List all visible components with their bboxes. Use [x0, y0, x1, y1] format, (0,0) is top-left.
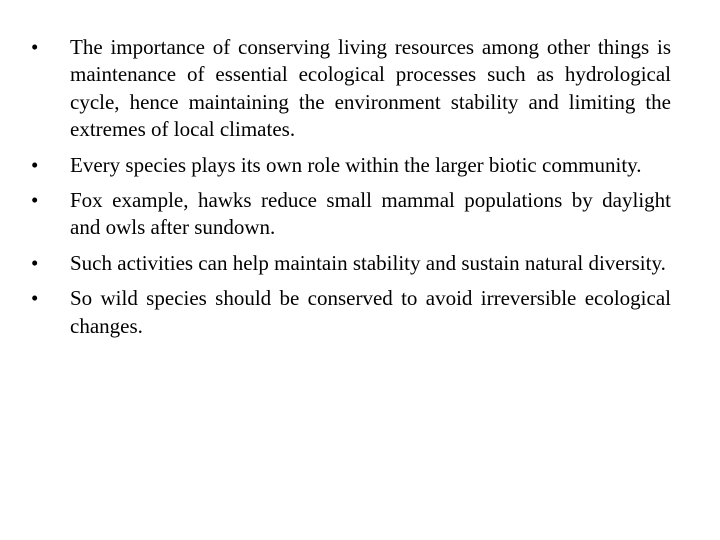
bullet-list [31, 34, 671, 348]
bullet-text: The importance of conserving living resources among other things is maintenance of essential ecological processes such as hydrological cycle, hence maintaining the environment stability and limiting the extremes of local climates. [70, 35, 671, 142]
bullet-icon: • [31, 152, 39, 177]
bullet-text: Every species plays its own role within the larger biotic community. [70, 152, 642, 177]
bullet-item [31, 285, 671, 340]
bullet-text: So wild species should be conserved to avoid irreversible ecological changes. [70, 286, 671, 338]
bullet-item [31, 187, 671, 242]
bullet-icon: • [31, 286, 39, 311]
bullet-icon: • [31, 35, 39, 59]
bullet-item [31, 152, 671, 179]
bullet-text: Such activities can help maintain stability and sustain natural diversity. [70, 250, 666, 275]
bullet-item [31, 34, 671, 144]
bullet-item [31, 250, 671, 277]
bullet-icon: • [31, 188, 39, 213]
bullet-text: Fox example, hawks reduce small mammal populations by daylight and owls after sundown. [70, 188, 671, 240]
bullet-icon: • [31, 250, 39, 275]
